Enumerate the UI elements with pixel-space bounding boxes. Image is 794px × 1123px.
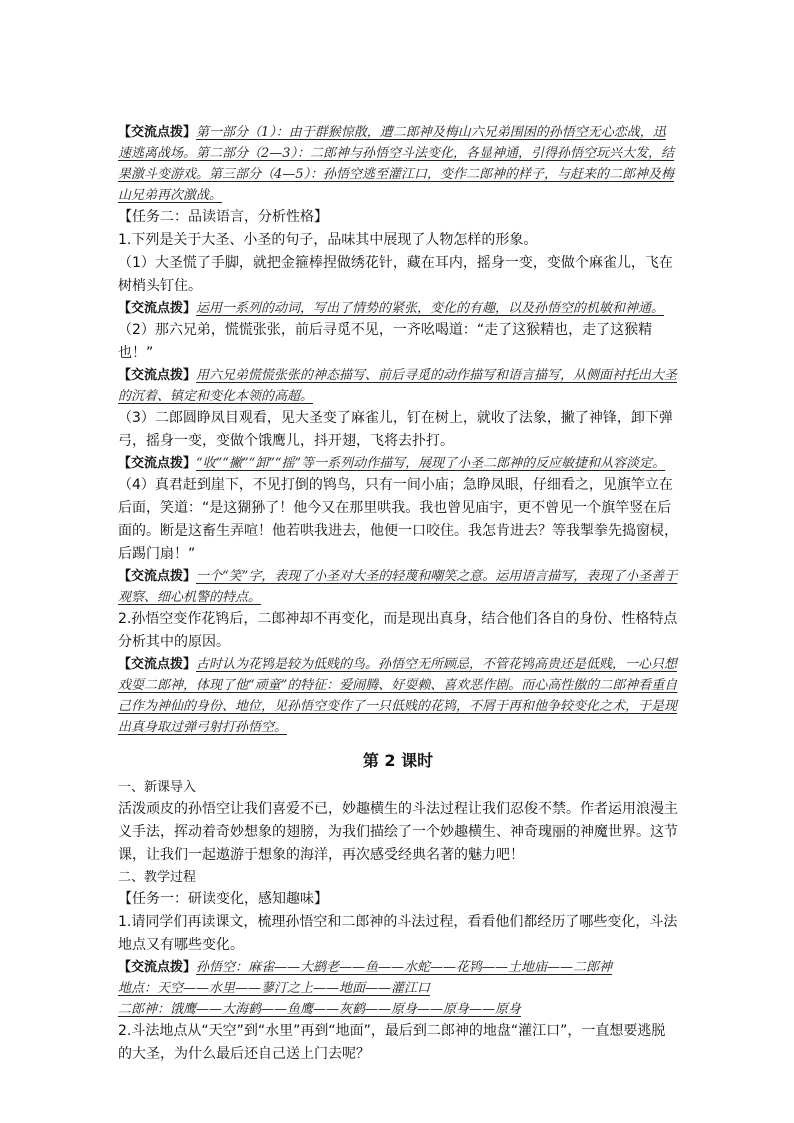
task1-question-1: 1.请同学们再读课文，梳理孙悟空和二郎神的斗法过程，看看他们都经历了哪些变化，斗法地点又有哪些变化。 (118, 914, 678, 953)
task2-question-2: 2.孙悟空变作花鸨后，二郎神却不再变化，而是现出真身，结合他们各自的身份、性格特点分析其中的原因。 (118, 611, 678, 650)
note-parts (118, 122, 678, 206)
note-text: 一个“笑”字，表现了小圣对大圣的轻蔑和嘲笑之意。运用语言描写，表现了小圣善于观察、细心机警的特点。 (118, 569, 678, 605)
note-text: 地点：天空——水里——蓼汀之上——地面——灌江口 (118, 981, 431, 996)
note-tag: 【交流点拨】 (118, 569, 197, 584)
section-intro-title: 一、新课导入 (118, 780, 197, 795)
note-tag: 【交流点拨】 (118, 125, 197, 140)
note-question-2 (118, 654, 678, 738)
sentence-4: （4）真君赶到崖下，不见打倒的鸨鸟，只有一间小庙；急睁凤眼，仔细看之，见旗竿立在后面，笑道：“是这猢狲了！他今又在那里哄我。我也曾见庙宇，更不曾见一个旗竿竖在后面的。断是这畜生弄喧！他若哄我进去，他便一口咬住。我怎肯进去？等我掣拳先捣窗棂，后踢门扇！” (118, 477, 678, 562)
note-text: “收”“撇”“卸”“摇”等一系列动作描写，展现了小圣二郎神的反应敏捷和从容淡定。 (196, 456, 666, 471)
note-sentence-3 (118, 453, 678, 474)
note-text: 孙悟空：麻雀——大鹚老——鱼——水蛇——花鸨——土地庙——二郎神 (196, 960, 613, 975)
sentence-1: （1）大圣慌了手脚，就把金箍棒捏做绣花针，藏在耳内，摇身一变，变做个麻雀儿，飞在树梢头钉住。 (118, 255, 673, 294)
note-text: 用六兄弟慌慌张张的神态描写、前后寻觅的动作描写和语言描写，从侧面衬托出大圣的沉着、镇定和变化本领的高超。 (118, 368, 678, 404)
note-text: 古时认为花鸨是较为低贱的鸟。孙悟空无所顾忌，不管花鸨高贵还是低贱，一心只想戏耍二郎神，体现了他“顽童”的特征：爱闹腾、好耍赖、喜欢恶作剧。而心高性傲的二郎神看重自己作为神仙的身份、地位，见孙悟空变作了一只低贱的花鸨，不屑于再和他争较变化之术，于是现出真身取过弹弓射打孙悟空。 (118, 657, 678, 735)
note-locations (118, 978, 678, 999)
intro-paragraph: 活泼顽皮的孙悟空让我们喜爱不已，妙趣横生的斗法过程让我们忍俊不禁。作者运用浪漫主义手法，挥动着奇妙想象的翅膀，为我们描绘了一个妙趣横生、神奇瑰丽的神魔世界。这节课，让我们一起遨游于想象的海洋，再次感受经典名著的魅力吧！ (118, 801, 678, 863)
note-tag: 【交流点拨】 (118, 301, 197, 316)
note-erlang (118, 999, 678, 1020)
sentence-2: （2）那六兄弟，慌慌张张，前后寻觅不见，一齐吆喝道：“走了这猴精也，走了这猴精也！” (118, 322, 653, 361)
note-sentence-1 (118, 298, 678, 319)
task2-title: 【任务二：品读语言，分析性格】 (118, 209, 328, 225)
note-tag: 【交流点拨】 (118, 657, 197, 672)
section-process-title: 二、教学过程 (118, 870, 197, 885)
sentence-3: （3）二郎圆睁凤目观看，见大圣变了麻雀儿，钉在树上，就收了法象，撇了神锋，卸下弹弓，摇身一变，变做个饿鹰儿，抖开翅，飞将去扑打。 (118, 410, 673, 449)
note-sentence-4 (118, 566, 678, 608)
note-tag: 【交流点拨】 (118, 960, 197, 975)
task1-question-2: 2.斗法地点从“天空”到“水里”再到“地面”，最后到二郎神的地盘“灌江口”，一直想要逃脱的大圣，为什么最后还自己送上门去呢？ (118, 1023, 666, 1062)
note-tag: 【交流点拨】 (118, 456, 197, 471)
note-text: 二郎神：饿鹰——大海鹤——鱼鹰——灰鹤——原身——原身——原身 (118, 1002, 522, 1017)
note-transformations (118, 957, 678, 978)
note-text: 运用一系列的动词，写出了情势的紧张，变化的有趣，以及孙悟空的机敏和神通。 (196, 301, 665, 316)
task2-question-1: 1.下列是关于大圣、小圣的句子，品味其中展现了人物怎样的形象。 (118, 232, 538, 248)
document-page (118, 122, 678, 1066)
lesson-heading: 第 2 课时 (362, 751, 434, 770)
note-text: 第一部分（1）：由于群猴惊散，遭二郎神及梅山六兄弟围困的孙悟空无心恋战，迅速逃离战场。第二部分（2—3）：二郎神与孙悟空斗法变化，各显神通，引得孙悟空玩兴大发，结果激斗变游戏。第三部分（4—5）：孙悟空逃至灌江口，变作二郎神的样子，与赶来的二郎神及梅山兄弟再次激战。 (118, 125, 675, 203)
task1-title: 【任务一：研读变化，感知趣味】 (118, 891, 328, 907)
note-sentence-2 (118, 365, 678, 407)
note-tag: 【交流点拨】 (118, 368, 197, 383)
